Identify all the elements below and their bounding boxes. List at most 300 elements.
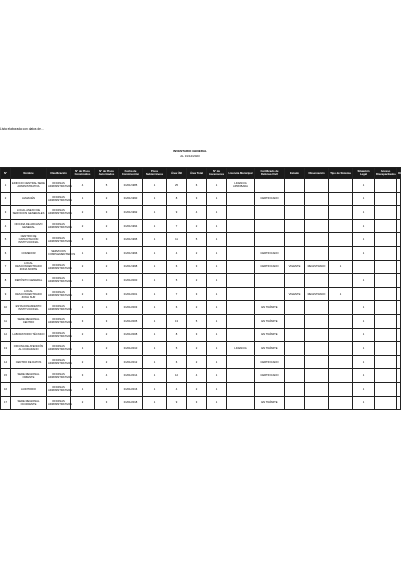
table-cell — [329, 382, 353, 396]
table-cell: 1 — [207, 246, 227, 260]
table-cell: SERVICIOS COMPLEMENTARIOS — [47, 246, 71, 260]
table-cell: 1 — [143, 233, 167, 247]
table-cell: OFICINAS ADMINISTRATIVAS — [47, 396, 71, 410]
building-name-cell: OFICINA DE ARCHIVO GENERAL — [11, 219, 47, 233]
table-cell — [375, 246, 397, 260]
table-cell — [255, 382, 285, 396]
building-name-cell: ESTACIONAMIENTO INSTITUCIONAL — [11, 301, 47, 315]
table-cell — [305, 355, 329, 369]
table-cell: 3 — [95, 396, 119, 410]
table-cell: 1 — [95, 274, 119, 288]
table-cell: 1 — [143, 287, 167, 301]
column-header: Área Total — [187, 168, 207, 179]
table-cell: 01/01/2001 — [119, 287, 143, 301]
table-cell — [305, 192, 329, 206]
table-cell: 1 — [207, 355, 227, 369]
table-cell: 1 — [353, 301, 375, 315]
table-cell: 3 — [95, 314, 119, 328]
table-cell — [375, 314, 397, 328]
table-cell — [255, 233, 285, 247]
column-header: Pisos Subterráneos — [143, 168, 167, 179]
building-name-cell: CENTRO DE DATOS — [11, 355, 47, 369]
table-cell: OFICINAS ADMINISTRATIVAS — [47, 179, 71, 193]
column-header: Nombre — [11, 168, 47, 179]
table-cell — [397, 314, 401, 328]
table-cell — [375, 328, 397, 342]
building-name-cell: LOCAL ANEXO DE SERVICIOS GENERALES — [11, 206, 47, 220]
table-row — [1, 287, 401, 301]
table-cell: 01/01/2016 — [119, 382, 143, 396]
table-cell — [397, 301, 401, 315]
table-cell: 2 — [71, 219, 95, 233]
table-cell — [375, 396, 397, 410]
table-cell: 2 — [187, 355, 207, 369]
table-cell: 1 — [143, 192, 167, 206]
table-cell: 9 — [167, 206, 187, 220]
table-cell: 1 — [207, 396, 227, 410]
table-cell — [375, 382, 397, 396]
table-row — [1, 382, 401, 396]
table-cell — [397, 342, 401, 356]
table-cell: 3 — [71, 233, 95, 247]
table-cell: OFICINAS ADMINISTRATIVAS — [47, 274, 71, 288]
table-cell — [285, 396, 305, 410]
table-cell: REGISTRADO — [305, 260, 329, 274]
table-cell: REGISTRADO — [305, 287, 329, 301]
table-cell — [255, 206, 285, 220]
table-cell: OFICINAS ADMINISTRATIVAS — [47, 355, 71, 369]
table-cell: 25 — [167, 179, 187, 193]
table-cell — [285, 301, 305, 315]
table-cell: 10 — [1, 301, 11, 315]
table-cell — [227, 206, 255, 220]
table-cell — [397, 179, 401, 193]
column-header: Clasificación — [47, 168, 71, 179]
table-cell — [375, 206, 397, 220]
building-name-cell: LOCAL DESCONCENTRADO ZONA NORTE — [11, 260, 47, 274]
table-cell: 4 — [71, 179, 95, 193]
table-cell: 1 — [353, 219, 375, 233]
table-cell: 1 — [207, 342, 227, 356]
table-cell: 2 — [71, 206, 95, 220]
table-cell — [305, 314, 329, 328]
table-cell — [375, 355, 397, 369]
table-cell — [397, 219, 401, 233]
table-cell: 2 — [71, 328, 95, 342]
table-cell: 01/01/2000 — [119, 274, 143, 288]
table-cell: 01/01/2008 — [119, 328, 143, 342]
table-cell: 1 — [353, 369, 375, 383]
table-cell — [375, 179, 397, 193]
table-cell: 01/01/2003 — [119, 301, 143, 315]
table-cell: 1 — [207, 206, 227, 220]
table-cell: 6 — [187, 179, 207, 193]
table-cell — [227, 355, 255, 369]
table-cell — [397, 192, 401, 206]
table-cell: 01/01/1998 — [119, 260, 143, 274]
table-cell — [397, 246, 401, 260]
table-cell: 01/01/2005 — [119, 314, 143, 328]
table-row — [1, 328, 401, 342]
table-cell: 11 — [1, 314, 11, 328]
table-cell: VIGENTE — [285, 260, 305, 274]
table-cell: 1 — [353, 179, 375, 193]
table-cell: 1 — [143, 369, 167, 383]
table-cell: 1 — [353, 274, 375, 288]
table-cell: 01/01/1992 — [119, 206, 143, 220]
column-header: N° de Ascensores — [207, 168, 227, 179]
table-cell: 1 — [207, 179, 227, 193]
table-cell — [305, 328, 329, 342]
table-cell: 01/01/2012 — [119, 355, 143, 369]
table-row — [1, 342, 401, 356]
table-cell — [329, 355, 353, 369]
table-cell: 2 — [1, 192, 11, 206]
table-row — [1, 219, 401, 233]
table-cell: 3 — [95, 233, 119, 247]
table-cell: 3 — [1, 206, 11, 220]
table-row — [1, 396, 401, 410]
table-row — [1, 192, 401, 206]
table-cell: 1 — [353, 314, 375, 328]
table-cell — [285, 314, 305, 328]
table-cell: 3 — [187, 192, 207, 206]
document-subtitle: AL 31/12/2023 — [180, 154, 200, 158]
building-name-cell: LOCAL DESCONCENTRADO ZONA SUR — [11, 287, 47, 301]
table-cell — [285, 342, 305, 356]
table-cell: 01/01/2010 — [119, 342, 143, 356]
table-cell: 1 — [143, 396, 167, 410]
table-cell: 4 — [95, 369, 119, 383]
table-cell — [285, 179, 305, 193]
table-cell — [305, 219, 329, 233]
table-row — [1, 206, 401, 220]
table-cell: 3 — [187, 396, 207, 410]
table-cell — [227, 301, 255, 315]
document-title: INVENTARIO GENERAL — [173, 149, 207, 153]
table-cell — [329, 206, 353, 220]
table-cell: 4 — [1, 219, 11, 233]
table-cell: 13 — [167, 314, 187, 328]
table-cell — [227, 382, 255, 396]
table-cell: 1 — [95, 301, 119, 315]
table-cell: 2 — [71, 287, 95, 301]
table-cell — [329, 301, 353, 315]
table-cell: 2 — [95, 342, 119, 356]
table-cell: 7 — [167, 287, 187, 301]
table-cell — [397, 369, 401, 383]
table-cell: EN TRÁMITE — [255, 314, 285, 328]
table-cell — [305, 382, 329, 396]
column-header: Área Útil — [167, 168, 187, 179]
table-cell: OFICINAS ADMINISTRATIVAS — [47, 206, 71, 220]
table-cell: 1 — [143, 301, 167, 315]
table-row — [1, 301, 401, 315]
column-header: Acceso Discapacitados — [375, 168, 397, 179]
table-row — [1, 369, 401, 383]
table-cell: OFICINAS ADMINISTRATIVAS — [47, 301, 71, 315]
table-cell: 1 — [143, 179, 167, 193]
table-cell — [285, 369, 305, 383]
table-cell — [375, 233, 397, 247]
table-cell — [329, 233, 353, 247]
building-name-cell: ALMACÉN — [11, 192, 47, 206]
table-cell: 1 — [71, 274, 95, 288]
table-cell: 1 — [353, 192, 375, 206]
table-cell: 8 — [167, 328, 187, 342]
table-cell: 2 — [95, 260, 119, 274]
table-cell: 1 — [207, 287, 227, 301]
table-cell: 01/01/1995 — [119, 233, 143, 247]
table-cell: 1 — [143, 382, 167, 396]
table-cell: 1 — [71, 246, 95, 260]
table-cell: 14 — [1, 355, 11, 369]
table-cell — [397, 328, 401, 342]
table-cell — [255, 287, 285, 301]
table-cell: 2 — [187, 274, 207, 288]
building-name-cell: COMEDOR — [11, 246, 47, 260]
table-cell — [305, 246, 329, 260]
table-cell — [285, 192, 305, 206]
table-cell — [227, 314, 255, 328]
column-header: N° de Pisos Autorizados — [95, 168, 119, 179]
table-cell: 3 — [71, 369, 95, 383]
table-cell — [305, 206, 329, 220]
table-cell: 2 — [95, 219, 119, 233]
table-cell: 2 — [187, 382, 207, 396]
table-cell: 16 — [1, 382, 11, 396]
table-cell — [255, 274, 285, 288]
table-cell: 17 — [1, 396, 11, 410]
table-cell: 1 — [207, 260, 227, 274]
table-cell: EN TRÁMITE — [255, 328, 285, 342]
table-cell: 1 — [143, 219, 167, 233]
table-cell: 9 — [167, 396, 187, 410]
table-cell: 1 — [353, 342, 375, 356]
table-cell: 1 — [95, 246, 119, 260]
table-cell: OFICINAS ADMINISTRATIVAS — [47, 287, 71, 301]
table-cell: CERTIFICADO — [255, 260, 285, 274]
table-cell: 4 — [167, 246, 187, 260]
table-cell: 1 — [207, 382, 227, 396]
inventory-table — [0, 167, 405, 410]
table-cell — [227, 260, 255, 274]
table-cell — [305, 369, 329, 383]
table-cell: 5 — [187, 314, 207, 328]
table-cell — [329, 246, 353, 260]
table-cell: 1 — [71, 382, 95, 396]
table-cell — [305, 301, 329, 315]
table-cell: 2 — [187, 219, 207, 233]
table-cell: 5 — [167, 342, 187, 356]
table-row — [1, 314, 401, 328]
table-cell: 8 — [167, 192, 187, 206]
table-cell: 1 — [353, 382, 375, 396]
column-header: Estado — [285, 168, 305, 179]
table-cell: 01/01/2018 — [119, 396, 143, 410]
table-cell: 1 — [143, 328, 167, 342]
table-cell: OFICINAS ADMINISTRATIVAS — [47, 260, 71, 274]
table-cell: 2 — [71, 355, 95, 369]
table-cell: 1 — [207, 192, 227, 206]
table-cell — [227, 233, 255, 247]
table-cell — [329, 314, 353, 328]
table-cell: 2 — [95, 328, 119, 342]
table-cell: 2 — [71, 260, 95, 274]
table-cell — [285, 328, 305, 342]
table-cell — [329, 219, 353, 233]
table-cell — [375, 274, 397, 288]
table-cell: 1 — [329, 260, 353, 274]
table-cell — [285, 206, 305, 220]
table-cell: 1 — [143, 260, 167, 274]
table-cell — [375, 301, 397, 315]
table-cell: EN TRÁMITE — [255, 342, 285, 356]
table-cell — [375, 260, 397, 274]
table-cell: 3 — [95, 287, 119, 301]
column-header: Situación Legal — [353, 168, 375, 179]
table-cell — [397, 355, 401, 369]
table-cell: 11 — [167, 233, 187, 247]
table-cell: 1 — [353, 206, 375, 220]
table-cell — [227, 369, 255, 383]
table-cell — [285, 382, 305, 396]
table-cell: OFICINAS ADMINISTRATIVAS — [47, 192, 71, 206]
table-cell: 01/01/1994 — [119, 219, 143, 233]
table-cell: 1 — [207, 274, 227, 288]
table-cell: 6 — [167, 260, 187, 274]
table-body — [1, 179, 401, 410]
table-cell: OFICINAS ADMINISTRATIVAS — [47, 314, 71, 328]
table-cell: 6 — [167, 301, 187, 315]
column-header: N° de Pisos Construidos — [71, 168, 95, 179]
table-cell — [227, 274, 255, 288]
column-header: Observación — [305, 168, 329, 179]
table-cell: CERTIFICADO — [255, 192, 285, 206]
table-cell: 5 — [1, 233, 11, 247]
table-cell: 1 — [207, 219, 227, 233]
table-cell — [397, 274, 401, 288]
column-header: Certificado de Defensa Civil — [255, 168, 285, 179]
table-cell — [397, 382, 401, 396]
table-cell — [375, 342, 397, 356]
table-cell — [397, 260, 401, 274]
building-name-cell: OFICINA DE ATENCIÓN AL CIUDADANO — [11, 342, 47, 356]
table-cell — [227, 246, 255, 260]
table-cell: 5 — [167, 274, 187, 288]
table-cell — [329, 342, 353, 356]
table-cell: 01/01/1985 — [119, 179, 143, 193]
column-header: N° — [1, 168, 11, 179]
building-name-cell: DEPÓSITO GENERAL — [11, 274, 47, 288]
table-cell: 01/01/2014 — [119, 369, 143, 383]
table-cell: 1 — [353, 328, 375, 342]
table-cell — [375, 219, 397, 233]
table-cell — [285, 233, 305, 247]
table-cell: 3 — [95, 206, 119, 220]
table-cell — [305, 396, 329, 410]
table-cell: OFICINAS ADMINISTRATIVAS — [47, 369, 71, 383]
table-cell: OFICINAS ADMINISTRATIVAS — [47, 342, 71, 356]
table-cell: 1 — [1, 179, 11, 193]
table-cell: 4 — [187, 369, 207, 383]
table-header-row — [1, 168, 401, 179]
table-cell — [329, 179, 353, 193]
column-header: Otros — [397, 168, 401, 179]
table-row — [1, 246, 401, 260]
table-cell — [285, 274, 305, 288]
table-row — [1, 233, 401, 247]
table-cell — [329, 369, 353, 383]
table-cell: EN TRÁMITE — [255, 396, 285, 410]
table-cell: 2 — [71, 396, 95, 410]
table-cell: 1 — [143, 206, 167, 220]
table-cell: 1 — [329, 287, 353, 301]
table-cell: 7 — [167, 219, 187, 233]
table-cell: 1 — [143, 355, 167, 369]
table-cell: 13 — [1, 342, 11, 356]
table-cell: 4 — [167, 382, 187, 396]
table-cell: OFICINAS ADMINISTRATIVAS — [47, 219, 71, 233]
table-cell: VIGENTE — [285, 287, 305, 301]
table-row — [1, 355, 401, 369]
table-cell — [397, 233, 401, 247]
table-cell: 2 — [187, 246, 207, 260]
table-cell: 1 — [143, 314, 167, 328]
building-name-cell: AUDITORIO — [11, 382, 47, 396]
document-note: Lista elaborada con datos de... — [0, 127, 44, 131]
table-cell — [329, 396, 353, 410]
table-cell: 4 — [187, 206, 207, 220]
table-cell — [353, 287, 375, 301]
building-name-cell: LABORATORIO TÉCNICO — [11, 328, 47, 342]
table-cell: OFICINAS ADMINISTRATIVAS — [47, 328, 71, 342]
table-cell — [227, 287, 255, 301]
table-cell: 1 — [207, 328, 227, 342]
table-cell — [375, 287, 397, 301]
table-cell — [397, 396, 401, 410]
table-cell: 1 — [353, 396, 375, 410]
table-cell: 01/01/1990 — [119, 192, 143, 206]
table-cell: 3 — [187, 287, 207, 301]
table-cell: 1 — [207, 301, 227, 315]
table-row — [1, 274, 401, 288]
column-header: Fecha de Construcción — [119, 168, 143, 179]
table-cell: 1 — [71, 192, 95, 206]
table-cell: 12 — [1, 328, 11, 342]
table-cell — [305, 233, 329, 247]
table-cell: 1 — [207, 314, 227, 328]
table-cell: 5 — [187, 233, 207, 247]
table-cell — [285, 355, 305, 369]
table-cell: 12 — [167, 369, 187, 383]
table-row — [1, 260, 401, 274]
table-cell: LICENCIA — [227, 342, 255, 356]
table-cell: 3 — [187, 260, 207, 274]
table-cell: 1 — [353, 233, 375, 247]
building-name-cell: SEDE REGIONAL OCCIDENTE — [11, 396, 47, 410]
table-cell — [285, 219, 305, 233]
table-cell — [285, 246, 305, 260]
table-cell: CERTIFICADO — [255, 369, 285, 383]
table-cell: 01/01/1996 — [119, 246, 143, 260]
table-cell: 1 — [71, 342, 95, 356]
table-cell: 6 — [167, 355, 187, 369]
table-cell — [255, 219, 285, 233]
table-cell: 1 — [207, 369, 227, 383]
table-cell — [305, 274, 329, 288]
table-cell: 2 — [187, 342, 207, 356]
